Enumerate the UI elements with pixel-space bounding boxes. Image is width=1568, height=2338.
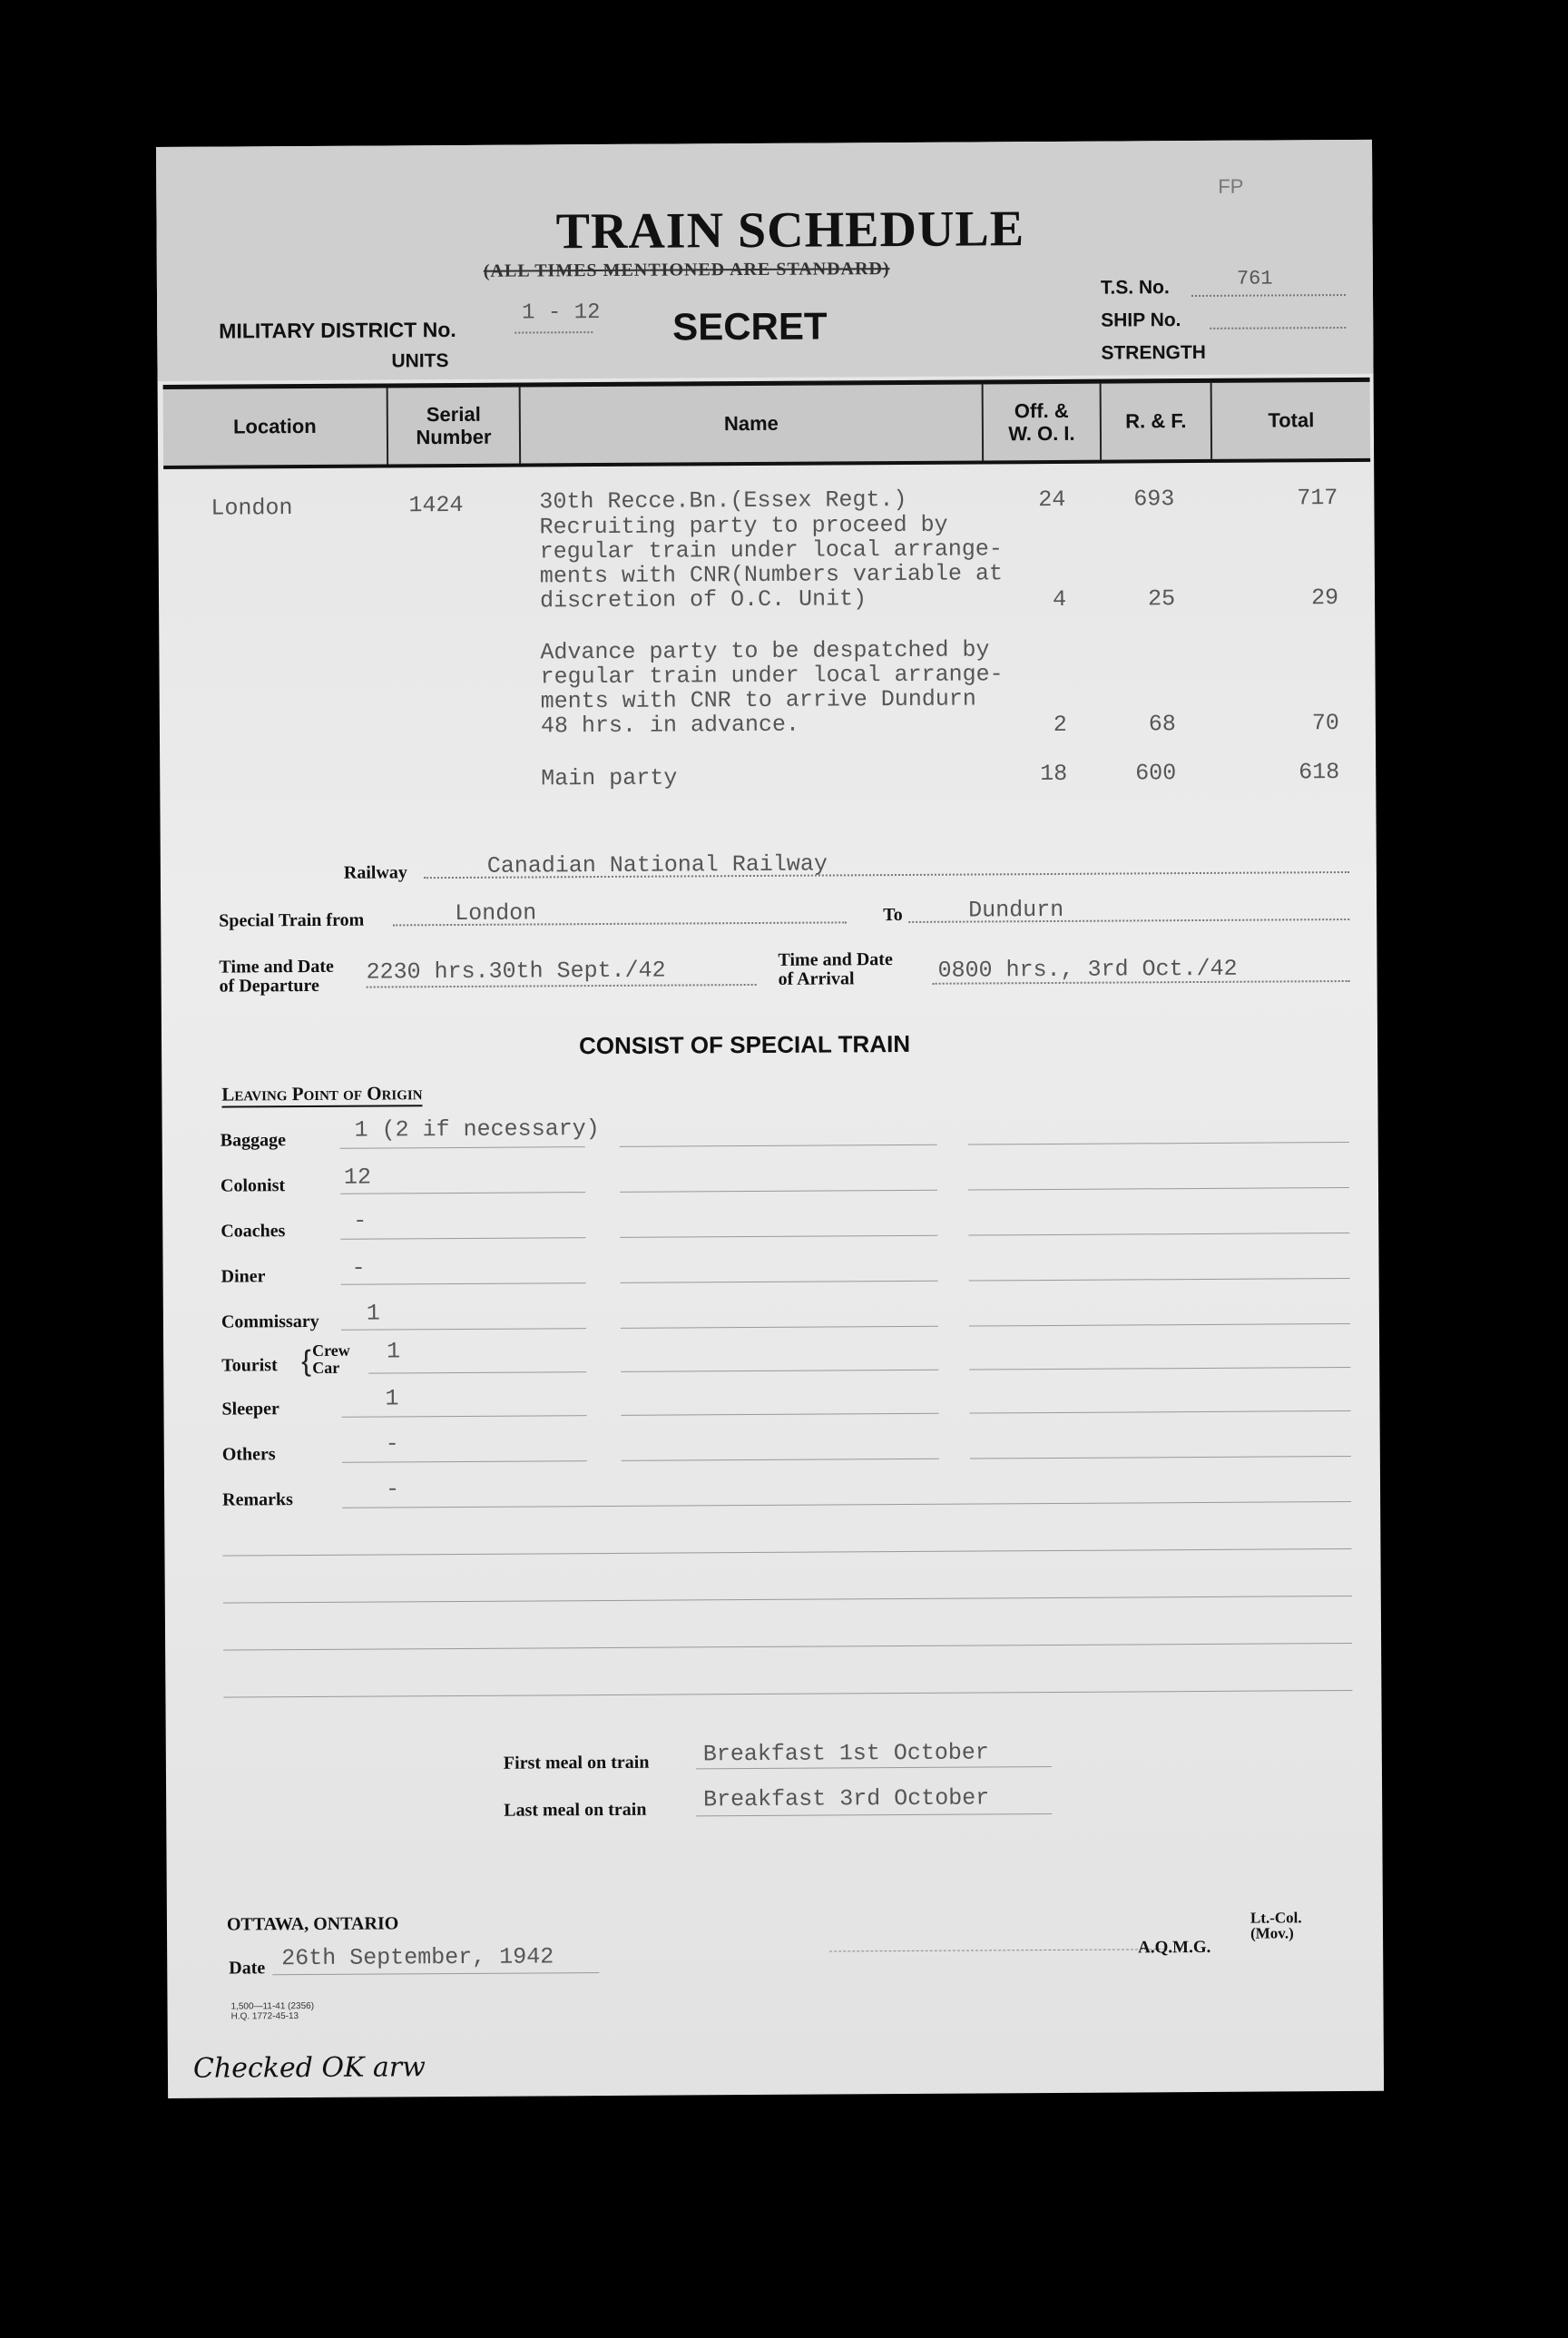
departure-label: Time and Date of Departure bbox=[219, 956, 334, 997]
corner-mark: FP bbox=[1218, 174, 1244, 198]
row-off-3: 2 bbox=[1053, 711, 1067, 738]
col-total: Total bbox=[1268, 408, 1315, 432]
military-district-label: MILITARY DISTRICT No. bbox=[219, 317, 456, 343]
date-label: Date bbox=[229, 1958, 266, 1979]
col-name: Name bbox=[723, 412, 779, 436]
consist-value: 12 bbox=[343, 1164, 372, 1191]
row-name-1: 30th Recce.Bn.(Essex Regt.) bbox=[539, 486, 907, 516]
place-label: OTTAWA, ONTARIO bbox=[226, 1913, 399, 1935]
consist-label: Others bbox=[221, 1444, 276, 1465]
row-total-3: 70 bbox=[1311, 710, 1339, 737]
consist-value: - bbox=[385, 1430, 399, 1458]
location-cell: London bbox=[211, 495, 293, 522]
strength-label: STRENGTH bbox=[1101, 341, 1206, 364]
form-code: 1,500—11-41 (2356) H.Q. 1772-45-13 bbox=[230, 2000, 315, 2022]
consist-value: 1 (2 if necessary) bbox=[354, 1115, 600, 1144]
struck-note: (ALL TIMES MENTIONED ARE STANDARD) bbox=[483, 259, 890, 281]
handwritten-note: Checked OK arw bbox=[192, 2051, 426, 2085]
to-value: Dundurn bbox=[968, 896, 1064, 924]
consist-label: Coaches bbox=[220, 1221, 286, 1242]
brace-glyph: { bbox=[301, 1343, 311, 1378]
row-total-1: 717 bbox=[1297, 485, 1338, 512]
consist-label: Tourist bbox=[221, 1355, 278, 1376]
row-name-4: Main party bbox=[541, 764, 678, 792]
row-rf-3: 68 bbox=[1148, 711, 1176, 738]
col-location: Location bbox=[232, 415, 317, 438]
last-meal-value: Breakfast 3rd October bbox=[703, 1784, 990, 1813]
ts-no-value: 761 bbox=[1236, 267, 1273, 290]
secret-stamp: SECRET bbox=[672, 304, 828, 349]
from-value: London bbox=[455, 899, 537, 928]
ship-no-label: SHIP No. bbox=[1101, 309, 1181, 331]
consist-label: Remarks bbox=[222, 1489, 293, 1510]
units-label: UNITS bbox=[391, 350, 449, 372]
row-rf-1: 693 bbox=[1133, 486, 1175, 513]
consist-label: Baggage bbox=[220, 1130, 286, 1151]
row-name-3: Advance party to be despatched by regular train under local arrange- ments with CNR to arrive Dundurn 48 hrs. in advance. bbox=[540, 636, 1004, 740]
arrival-label: Time and Date of Arrival bbox=[778, 949, 893, 989]
military-district-value: 1 - 12 bbox=[522, 300, 601, 326]
last-meal-label: Last meal on train bbox=[504, 1799, 647, 1821]
row-total-4: 618 bbox=[1298, 759, 1340, 786]
consist-label: Colonist bbox=[220, 1175, 286, 1196]
tourist-sub-label: Crew Car bbox=[312, 1341, 350, 1377]
row-off-1: 24 bbox=[1038, 486, 1066, 514]
aqmg-label: A.Q.M.G. bbox=[1138, 1937, 1211, 1958]
consist-subheading: Leaving Point of Origin bbox=[221, 1082, 422, 1107]
railway-label: Railway bbox=[343, 862, 407, 883]
consist-value: - bbox=[353, 1207, 368, 1234]
col-rf: R. & F. bbox=[1125, 409, 1187, 433]
consist-value: - bbox=[385, 1476, 400, 1503]
consist-value: 1 bbox=[366, 1300, 380, 1327]
row-off-4: 18 bbox=[1040, 760, 1068, 788]
row-total-2: 29 bbox=[1310, 584, 1339, 612]
document-title: TRAIN SCHEDULE bbox=[555, 201, 1025, 260]
ts-no-label: T.S. No. bbox=[1100, 277, 1170, 299]
first-meal-value: Breakfast 1st October bbox=[702, 1739, 989, 1768]
date-value: 26th September, 1942 bbox=[281, 1943, 554, 1972]
first-meal-label: First meal on train bbox=[503, 1752, 650, 1773]
consist-label: Commissary bbox=[220, 1311, 319, 1332]
table-header bbox=[163, 378, 1371, 469]
col-serial: Serial Number bbox=[416, 402, 492, 449]
consist-label: Diner bbox=[220, 1266, 266, 1287]
row-off-2: 4 bbox=[1052, 585, 1067, 613]
row-rf-2: 25 bbox=[1147, 585, 1176, 613]
arrival-value: 0800 hrs., 3rd Oct./42 bbox=[937, 955, 1238, 984]
consist-value: 1 bbox=[387, 1338, 401, 1365]
from-label: Special Train from bbox=[219, 909, 365, 931]
schedule-sheet bbox=[156, 140, 1384, 2098]
consist-value: 1 bbox=[385, 1385, 399, 1412]
row-rf-4: 600 bbox=[1135, 760, 1177, 787]
col-off-woi: Off. & W. O. I. bbox=[1008, 398, 1075, 446]
rank-label: Lt.-Col. (Mov.) bbox=[1250, 1909, 1302, 1942]
consist-label: Sleeper bbox=[221, 1399, 279, 1420]
to-label: To bbox=[883, 904, 903, 926]
consist-heading: CONSIST OF SPECIAL TRAIN bbox=[578, 1029, 911, 1060]
row-name-2: Recruiting party to proceed by regular train under local arrange- ments with CNR(Numbers variable at discretion of O.C. Unit) bbox=[539, 511, 1004, 614]
railway-value: Canadian National Railway bbox=[486, 850, 828, 879]
departure-value: 2230 hrs.30th Sept./42 bbox=[366, 957, 666, 986]
consist-value: - bbox=[351, 1254, 366, 1282]
serial-cell: 1424 bbox=[408, 491, 464, 519]
